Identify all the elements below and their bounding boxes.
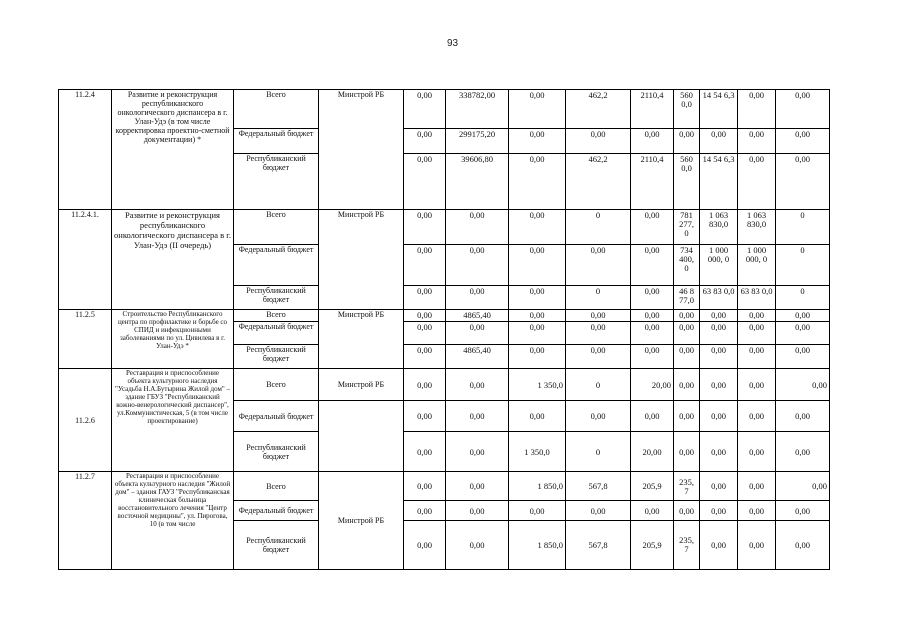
- value-cell: 0,00: [404, 401, 446, 432]
- value-cell: 0,00: [776, 368, 830, 400]
- value-cell: 0,00: [776, 520, 830, 569]
- value-cell: 0,00: [509, 401, 566, 432]
- value-cell: 1 850,0: [509, 520, 566, 569]
- value-cell: 0,00: [404, 128, 446, 153]
- value-cell: 0,00: [566, 345, 631, 369]
- source-cell: Федеральный бюджет: [234, 501, 319, 521]
- source-cell: Республиканский бюджет: [234, 153, 319, 209]
- value-cell: 0: [566, 368, 631, 400]
- value-cell: 2110,4: [631, 90, 674, 129]
- value-cell: 299175,20: [446, 128, 509, 153]
- value-cell: 14 54 6,3: [700, 153, 738, 209]
- value-cell: 1 850,0: [509, 472, 566, 501]
- value-cell: 205,9: [631, 472, 674, 501]
- value-cell: 1 063 830,0: [700, 209, 738, 244]
- table-row: [59, 209, 830, 244]
- value-cell: 63 83 0,0: [700, 285, 738, 309]
- value-cell: 0,00: [446, 472, 509, 501]
- value-cell: 46 8 77,0: [674, 285, 700, 309]
- value-cell: 0,00: [738, 501, 776, 521]
- value-cell: 0,00: [404, 90, 446, 129]
- source-cell: Республиканский бюджет: [234, 285, 319, 309]
- executor-cell: Минстрой РБ: [319, 472, 404, 570]
- value-cell: 1 350,0: [509, 432, 566, 472]
- value-cell: 0,00: [509, 309, 566, 321]
- value-cell: 0,00: [674, 128, 700, 153]
- value-cell: 0,00: [446, 245, 509, 286]
- source-cell: Республиканский бюджет: [234, 432, 319, 472]
- value-cell: 205,9: [631, 520, 674, 569]
- row-code: 11.2.7: [59, 472, 112, 570]
- row-code: 11.2.4.1.: [59, 209, 112, 309]
- source-cell: Федеральный бюджет: [234, 322, 319, 345]
- value-cell: 0,00: [776, 345, 830, 369]
- value-cell: 0,00: [509, 285, 566, 309]
- value-cell: 0,00: [738, 368, 776, 400]
- value-cell: 0,00: [404, 501, 446, 521]
- value-cell: 0,00: [509, 345, 566, 369]
- budget-table: [58, 89, 830, 570]
- source-cell: Всего: [234, 309, 319, 321]
- row-name: Реставрация и приспособление объекта культурного наследия "Жилой дом" – здания ГАУЗ "Республиканская клиническая больница восстановительного лечения "Центр восточной медицины", ул. Пирогова, 10 (в том числе: [112, 472, 234, 570]
- value-cell: 0: [566, 209, 631, 244]
- executor-cell: Минстрой РБ: [319, 309, 404, 368]
- value-cell: 0,00: [674, 309, 700, 321]
- value-cell: 235, 7: [674, 472, 700, 501]
- value-cell: 0,00: [446, 520, 509, 569]
- table-row: [59, 368, 830, 400]
- value-cell: 734 400, 0: [674, 245, 700, 286]
- value-cell: 0,00: [509, 245, 566, 286]
- value-cell: 0: [776, 245, 830, 286]
- value-cell: 0,00: [738, 322, 776, 345]
- table-row: [59, 472, 830, 501]
- value-cell: 0,00: [446, 501, 509, 521]
- value-cell: 0,00: [566, 501, 631, 521]
- value-cell: 0,00: [566, 245, 631, 286]
- value-cell: 0,00: [700, 432, 738, 472]
- value-cell: 0,00: [700, 128, 738, 153]
- value-cell: 63 83 0,0: [738, 285, 776, 309]
- value-cell: 0,00: [674, 345, 700, 369]
- value-cell: 567,8: [566, 472, 631, 501]
- value-cell: 0,00: [566, 309, 631, 321]
- value-cell: 0,00: [700, 501, 738, 521]
- value-cell: 0,00: [446, 368, 509, 400]
- value-cell: 0,00: [674, 322, 700, 345]
- value-cell: 0,00: [776, 90, 830, 129]
- table-row: [59, 309, 830, 321]
- value-cell: 0,00: [404, 245, 446, 286]
- value-cell: 0,00: [700, 401, 738, 432]
- value-cell: 0,00: [674, 368, 700, 400]
- value-cell: 0,00: [446, 322, 509, 345]
- source-cell: Всего: [234, 472, 319, 501]
- value-cell: 0,00: [631, 128, 674, 153]
- source-cell: Республиканский бюджет: [234, 520, 319, 569]
- value-cell: 0,00: [738, 472, 776, 501]
- value-cell: 0: [776, 285, 830, 309]
- value-cell: 0,00: [700, 472, 738, 501]
- value-cell: 0,00: [776, 153, 830, 209]
- row-name: Строительство Республиканского центра по профилактике и борьбе со СПИД и инфекционными заболеваниями по ул. Цивилева в г. Улан-Удэ *: [112, 309, 234, 368]
- value-cell: 235, 7: [674, 520, 700, 569]
- source-cell: Всего: [234, 368, 319, 400]
- value-cell: 0,00: [674, 501, 700, 521]
- value-cell: 781 277, 0: [674, 209, 700, 244]
- value-cell: 0,00: [700, 368, 738, 400]
- value-cell: 0,00: [738, 128, 776, 153]
- value-cell: 0,00: [509, 153, 566, 209]
- value-cell: 0,00: [404, 309, 446, 321]
- value-cell: 0,00: [509, 90, 566, 129]
- value-cell: 0,00: [776, 501, 830, 521]
- value-cell: 1 350,0: [509, 368, 566, 400]
- value-cell: 0,00: [700, 345, 738, 369]
- value-cell: 0,00: [404, 153, 446, 209]
- value-cell: 0,00: [404, 368, 446, 400]
- value-cell: 462,2: [566, 90, 631, 129]
- value-cell: 0: [566, 285, 631, 309]
- executor-cell: Минстрой РБ: [319, 90, 404, 210]
- value-cell: 0,00: [404, 432, 446, 472]
- value-cell: 0,00: [776, 432, 830, 472]
- value-cell: 0,00: [738, 520, 776, 569]
- executor-cell: Минстрой РБ: [319, 368, 404, 400]
- value-cell: 0,00: [446, 285, 509, 309]
- value-cell: 0,00: [738, 90, 776, 129]
- value-cell: 0,00: [446, 432, 509, 472]
- row-name: Реставрация и приспособление объекта культурного наследия "Усадьба Н.А.Бутырина Жилой дом" – здание ГБУЗ "Республиканский кожно-венерологический диспансер", ул.Коммунистическая, 5 (в том числе проектирование): [112, 368, 234, 471]
- source-cell: Всего: [234, 90, 319, 129]
- value-cell: 0,00: [404, 345, 446, 369]
- value-cell: 567,8: [566, 520, 631, 569]
- value-cell: 0,00: [738, 153, 776, 209]
- source-cell: Республиканский бюджет: [234, 345, 319, 369]
- value-cell: 4865,40: [446, 309, 509, 321]
- value-cell: 0,00: [631, 501, 674, 521]
- row-code: 11.2.5: [59, 309, 112, 368]
- value-cell: 0: [776, 209, 830, 244]
- value-cell: 0,00: [674, 401, 700, 432]
- value-cell: 0,00: [404, 209, 446, 244]
- value-cell: 0,00: [509, 128, 566, 153]
- value-cell: 14 54 6,3: [700, 90, 738, 129]
- value-cell: 0,00: [738, 432, 776, 472]
- value-cell: 0,00: [700, 309, 738, 321]
- value-cell: 1 000 000, 0: [700, 245, 738, 286]
- value-cell: 560 0,0: [674, 153, 700, 209]
- value-cell: 560 0,0: [674, 90, 700, 129]
- value-cell: 0,00: [446, 209, 509, 244]
- value-cell: 0,00: [700, 520, 738, 569]
- row-name: Развитие и реконструкция республиканского онкологического диспансера в г. Улан-Удэ (в том числе корректировка проектно-сметной документации) *: [112, 90, 234, 210]
- value-cell: 0,00: [404, 285, 446, 309]
- executor-cell: Минстрой РБ: [319, 209, 404, 309]
- value-cell: 0,00: [509, 501, 566, 521]
- value-cell: 0,00: [404, 322, 446, 345]
- value-cell: 0,00: [776, 472, 830, 501]
- value-cell: 0: [566, 432, 631, 472]
- value-cell: 2110,4: [631, 153, 674, 209]
- value-cell: 0,00: [738, 401, 776, 432]
- value-cell: 0,00: [631, 401, 674, 432]
- value-cell: 0,00: [776, 128, 830, 153]
- value-cell: 0,00: [446, 401, 509, 432]
- value-cell: 0,00: [674, 432, 700, 472]
- value-cell: 20,00: [631, 432, 674, 472]
- value-cell: 0,00: [631, 345, 674, 369]
- row-code: 11.2.6: [59, 368, 112, 471]
- value-cell: 0,00: [776, 401, 830, 432]
- value-cell: 338782,00: [446, 90, 509, 129]
- source-cell: Всего: [234, 209, 319, 244]
- row-code: 11.2.4: [59, 90, 112, 210]
- value-cell: 0,00: [776, 322, 830, 345]
- value-cell: 0,00: [738, 309, 776, 321]
- value-cell: 0,00: [404, 472, 446, 501]
- value-cell: 0,00: [566, 322, 631, 345]
- page-number: 93: [446, 38, 459, 49]
- value-cell: 1 063 830,0: [738, 209, 776, 244]
- value-cell: 0,00: [566, 401, 631, 432]
- value-cell: 0,00: [631, 245, 674, 286]
- value-cell: 1 000 000, 0: [738, 245, 776, 286]
- value-cell: 0,00: [738, 345, 776, 369]
- value-cell: 0,00: [509, 209, 566, 244]
- value-cell: 39606,80: [446, 153, 509, 209]
- table-row: [59, 90, 830, 129]
- value-cell: 0,00: [566, 128, 631, 153]
- source-cell: Федеральный бюджет: [234, 401, 319, 432]
- executor-cell-empty: [319, 401, 404, 472]
- value-cell: 462,2: [566, 153, 631, 209]
- value-cell: 4865,40: [446, 345, 509, 369]
- value-cell: 0,00: [631, 285, 674, 309]
- source-cell: Федеральный бюджет: [234, 128, 319, 153]
- value-cell: 0,00: [700, 322, 738, 345]
- value-cell: 0,00: [631, 209, 674, 244]
- value-cell: 0,00: [631, 309, 674, 321]
- value-cell: 20,00: [631, 368, 674, 400]
- value-cell: 0,00: [631, 322, 674, 345]
- row-name: Развитие и реконструкция республиканского онкологического диспансера в г. Улан-Удэ (II очередь): [112, 209, 234, 309]
- value-cell: 0,00: [776, 309, 830, 321]
- value-cell: 0,00: [509, 322, 566, 345]
- source-cell: Федеральный бюджет: [234, 245, 319, 286]
- value-cell: 0,00: [404, 520, 446, 569]
